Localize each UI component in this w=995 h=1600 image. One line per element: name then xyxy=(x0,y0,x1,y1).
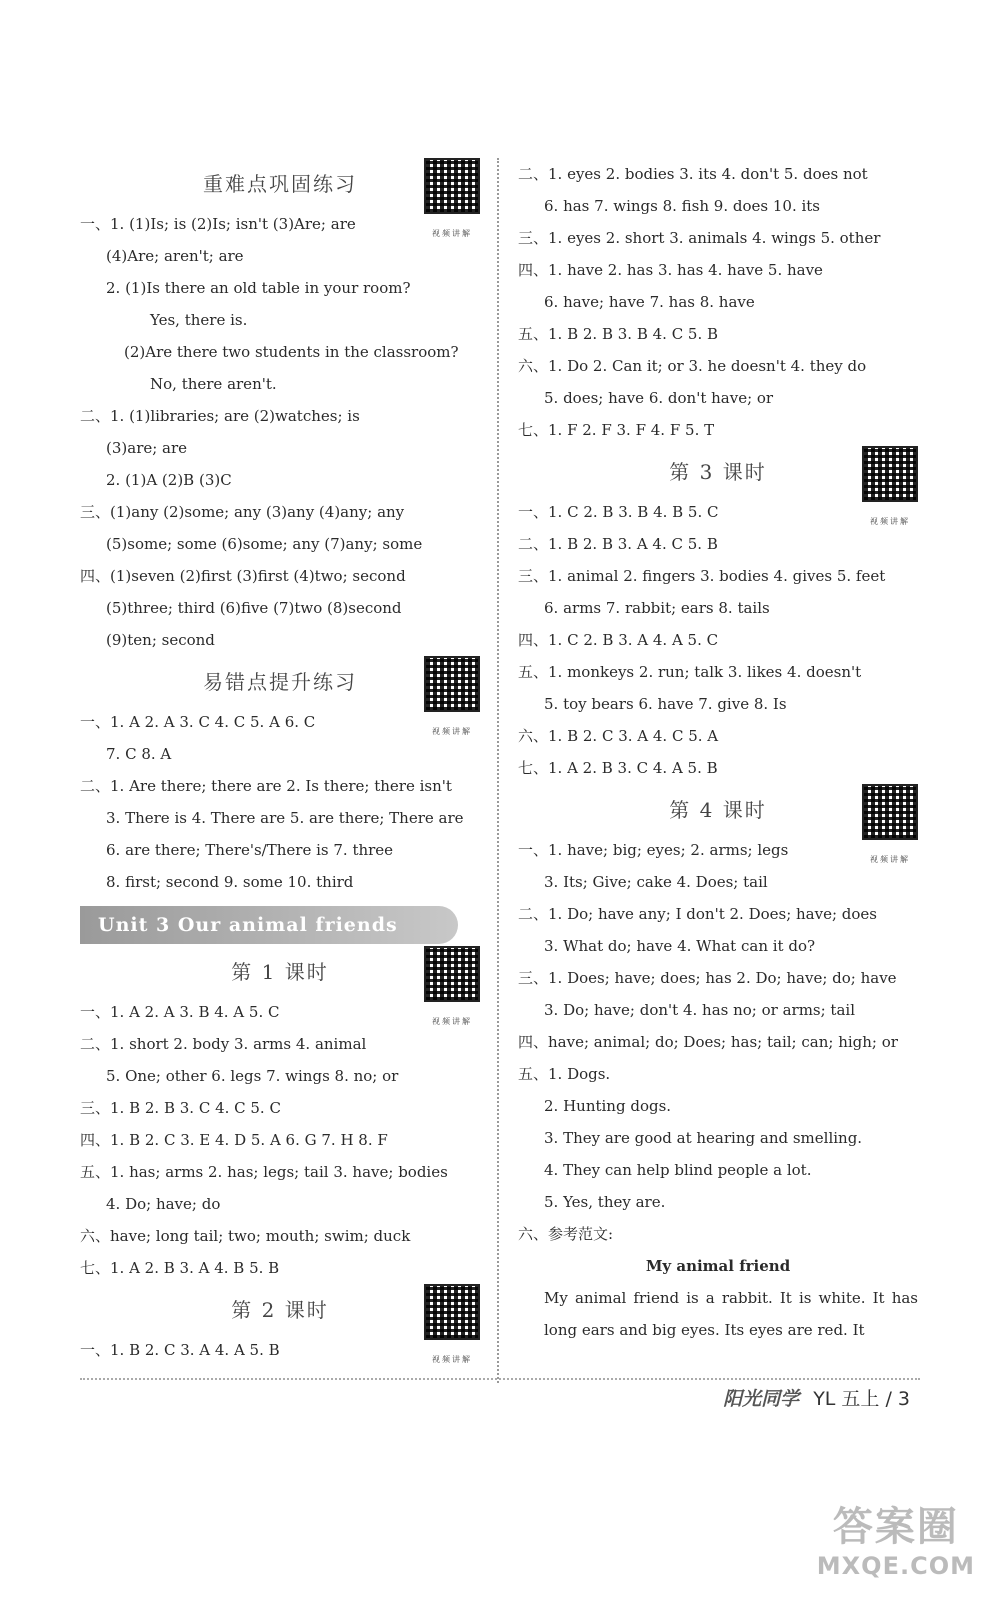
answer-line: 3. What do; have 4. What can it do? xyxy=(544,937,816,955)
qr-code-5[interactable] xyxy=(862,446,918,542)
page-footer xyxy=(723,1384,910,1414)
unit-banner: Unit 3 Our animal friends xyxy=(80,906,458,944)
answer-line: 三、1. B 2. B 3. C 4. C 5. C xyxy=(80,1099,281,1117)
answer-line: 七、1. F 2. F 3. F 4. F 5. T xyxy=(518,421,715,439)
answer-line: 3. Do; have; don't 4. has no; or arms; tail xyxy=(544,1001,856,1019)
answer-line: 一、1. C 2. B 3. B 4. B 5. C xyxy=(518,503,719,521)
column-divider xyxy=(497,158,499,1383)
answer-line: 三、(1)any (2)some; any (3)any (4)any; any xyxy=(80,503,405,521)
answer-line: (5)three; third (6)five (7)two (8)second xyxy=(106,599,402,617)
answer-line: 五、1. B 2. B 3. B 4. C 5. B xyxy=(518,325,719,343)
answer-line: 2. (1)Is there an old table in your room? xyxy=(106,279,411,297)
answer-line: 7. C 8. A xyxy=(106,745,172,763)
answer-line: 一、1. A 2. A 3. C 4. C 5. A 6. C xyxy=(80,713,316,731)
answer-line: 4. Do; have; do xyxy=(106,1195,221,1213)
answer-line: 4. They can help blind people a lot. xyxy=(544,1161,812,1179)
answer-line: 二、1. short 2. body 3. arms 4. animal xyxy=(80,1035,367,1053)
left-column xyxy=(80,158,480,1366)
qr-code-2[interactable] xyxy=(424,656,480,752)
watermark-title: 答案圈 xyxy=(832,1504,959,1550)
answer-line: 二、1. (1)libraries; are (2)watches; is xyxy=(80,407,360,425)
answer-line: 3. Its; Give; cake 4. Does; tail xyxy=(544,873,768,891)
answer-line: 六、1. Do 2. Can it; or 3. he doesn't 4. they do xyxy=(518,357,867,375)
answer-line: 六、have; long tail; two; mouth; swim; duck xyxy=(80,1227,411,1245)
qr-code-icon xyxy=(424,1284,480,1340)
qr-code-icon xyxy=(424,946,480,1002)
answer-line: 二、1. Are there; there are 2. Is there; there isn't xyxy=(80,777,452,795)
answer-line: Yes, there is. xyxy=(150,311,248,329)
answer-line: 四、(1)seven (2)first (3)first (4)two; second xyxy=(80,567,406,585)
qr-code-icon xyxy=(862,446,918,502)
answer-line: 5. One; other 6. legs 7. wings 8. no; or xyxy=(106,1067,399,1085)
watermark xyxy=(817,1495,975,1580)
answer-line: 5. does; have 6. don't have; or xyxy=(544,389,774,407)
answer-line: 8. first; second 9. some 10. third xyxy=(106,873,354,891)
answer-line: 一、1. A 2. A 3. B 4. A 5. C xyxy=(80,1003,280,1021)
qr-code-icon xyxy=(424,656,480,712)
qr-caption: 视频讲解 xyxy=(432,727,472,736)
answer-line: (5)some; some (6)some; any (7)any; some xyxy=(106,535,423,553)
answer-line: 四、1. have 2. has 3. has 4. have 5. have xyxy=(518,261,823,279)
essay-title: My animal friend xyxy=(645,1257,791,1275)
qr-code-icon xyxy=(862,784,918,840)
page-number: YL 五上 / 3 xyxy=(813,1388,910,1410)
answer-line: 三、1. Does; have; does; has 2. Do; have; do; have xyxy=(518,969,897,987)
section-title: 第 2 课时 xyxy=(231,1298,329,1322)
qr-caption: 视频讲解 xyxy=(432,1017,472,1026)
answer-line: 6. have; have 7. has 8. have xyxy=(544,293,755,311)
answer-line: 2. (1)A (2)B (3)C xyxy=(106,471,232,489)
answer-line: 5. toy bears 6. have 7. give 8. Is xyxy=(544,695,787,713)
qr-code-icon xyxy=(424,158,480,214)
answer-line: 二、1. Do; have any; I don't 2. Does; have; does xyxy=(518,905,878,923)
answer-line: 二、1. B 2. B 3. A 4. C 5. B xyxy=(518,535,718,553)
essay-text: My animal friend is a rabbit. It is white. It has long ears and big eyes. Its eyes are red. It xyxy=(544,1289,918,1339)
answer-line: (9)ten; second xyxy=(106,631,215,649)
answer-line: 二、1. eyes 2. bodies 3. its 4. don't 5. does not xyxy=(518,165,868,183)
answer-line: 6. has 7. wings 8. fish 9. does 10. its xyxy=(544,197,821,215)
answer-line: (4)Are; aren't; are xyxy=(106,247,244,265)
qr-code-1[interactable] xyxy=(424,158,480,254)
answer-line: 一、1. (1)Is; is (2)Is; isn't (3)Are; are xyxy=(80,215,356,233)
answer-line: 6. arms 7. rabbit; ears 8. tails xyxy=(544,599,770,617)
qr-caption: 视频讲解 xyxy=(870,855,910,864)
qr-code-4[interactable] xyxy=(424,1284,480,1380)
answer-line: (2)Are there two students in the classroom? xyxy=(124,343,459,361)
answer-line: 5. Yes, they are. xyxy=(544,1193,666,1211)
section-title: 第 4 课时 xyxy=(669,798,767,822)
qr-caption: 视频讲解 xyxy=(870,517,910,526)
brand-logo: 阳光同学 xyxy=(723,1388,800,1410)
answer-line: 四、have; animal; do; Does; has; tail; can; high; or xyxy=(518,1033,898,1051)
answer-line: 2. Hunting dogs. xyxy=(544,1097,672,1115)
section-title: 第 1 课时 xyxy=(231,960,329,984)
answer-line: 四、1. B 2. C 3. E 4. D 5. A 6. G 7. H 8. F xyxy=(80,1131,388,1149)
answer-line: No, there aren't. xyxy=(150,375,277,393)
qr-caption: 视频讲解 xyxy=(432,229,472,238)
section-title: 易错点提升练习 xyxy=(203,670,357,694)
answer-line: 五、1. Dogs. xyxy=(518,1065,611,1083)
watermark-url: MXQE.COM xyxy=(816,1552,975,1580)
footer-divider xyxy=(80,1378,920,1380)
answer-line: 五、1. monkeys 2. run; talk 3. likes 4. doesn't xyxy=(518,663,862,681)
answer-line: 七、1. A 2. B 3. C 4. A 5. B xyxy=(518,759,718,777)
answer-line: 3. There is 4. There are 5. are there; There are xyxy=(106,809,464,827)
right-column xyxy=(518,158,918,1346)
answer-line: (3)are; are xyxy=(106,439,188,457)
answer-line: 六、参考范文: xyxy=(518,1225,614,1243)
answer-line: 三、1. eyes 2. short 3. animals 4. wings 5. other xyxy=(518,229,881,247)
answer-line: 三、1. animal 2. fingers 3. bodies 4. gives 5. feet xyxy=(518,567,886,585)
section-title: 重难点巩固练习 xyxy=(203,172,357,196)
answer-line: 四、1. C 2. B 3. A 4. A 5. C xyxy=(518,631,719,649)
qr-caption: 视频讲解 xyxy=(432,1355,472,1364)
answer-line: 七、1. A 2. B 3. A 4. B 5. B xyxy=(80,1259,280,1277)
answer-line: 6. are there; There's/There is 7. three xyxy=(106,841,394,859)
answer-line: 一、1. have; big; eyes; 2. arms; legs xyxy=(518,841,789,859)
qr-code-6[interactable] xyxy=(862,784,918,880)
qr-code-3[interactable] xyxy=(424,946,480,1042)
answer-line: 五、1. has; arms 2. has; legs; tail 3. have; bodies xyxy=(80,1163,448,1181)
answer-line: 一、1. B 2. C 3. A 4. A 5. B xyxy=(80,1341,280,1359)
answer-line: 六、1. B 2. C 3. A 4. C 5. A xyxy=(518,727,719,745)
answer-line: 3. They are good at hearing and smelling. xyxy=(544,1129,863,1147)
section-title: 第 3 课时 xyxy=(669,460,767,484)
